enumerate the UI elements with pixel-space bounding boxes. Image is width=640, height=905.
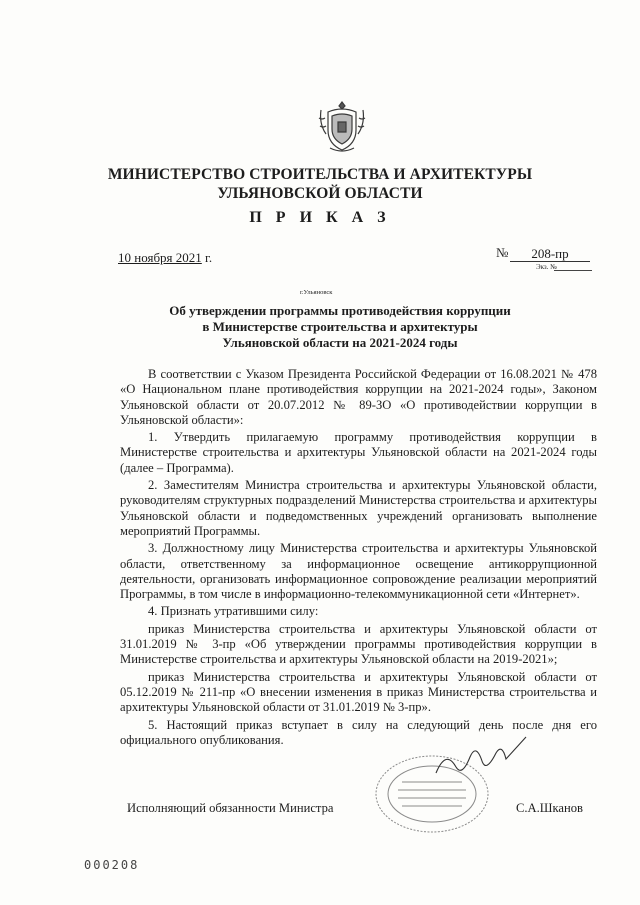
subject-line3: Ульяновской области на 2021-2024 годы <box>222 335 458 350</box>
order-date-suffix: г. <box>205 250 213 265</box>
handwritten-signature-icon <box>430 733 540 793</box>
signer-title: Исполняющий обязанности Министра <box>127 801 334 815</box>
order-body <box>120 367 597 750</box>
document-type-title: П Р И К А З <box>249 209 391 226</box>
order-date-value: 10 ноября 2021 <box>118 250 202 265</box>
preamble-paragraph: В соответствии с Указом Президента Российской Федерации от 16.08.2021 № 478 «О Национальном плане противодействия коррупции на 2021-2024 годы», Законом Ульяновской области от 20.07.2012 № 89-ЗО «О противодействии коррупции в Ульяновской области»: <box>120 367 597 427</box>
order-date <box>118 250 212 266</box>
signer-name: С.А.Шканов <box>516 801 583 815</box>
coat-of-arms-icon <box>318 98 366 156</box>
ministry-name-line1: МИНИСТЕРСТВО СТРОИТЕЛЬСТВА И АРХИТЕКТУРЫ <box>107 166 533 183</box>
ministry-name <box>100 165 540 203</box>
subject-line2: в Министерстве строительства и архитектуры <box>202 319 478 334</box>
item-5-paragraph: 5. Настоящий приказ вступает в силу на следующий день после дня его официального опубликования. <box>120 717 597 747</box>
number-sign: № <box>496 245 509 260</box>
item-3-paragraph: 3. Должностному лицу Министерства строительства и архитектуры Ульяновской области, ответственному за информационное освещение антикоррупционной деятельности, организовать информационное сопровождение реализации мероприятий Программы, в том числе в информационно-телекоммуникационной сети «Интернет». <box>120 541 597 602</box>
item-4-paragraph: 4. Признать утратившими силу: <box>148 604 319 619</box>
subject-line1: Об утверждении программы противодействия коррупции <box>169 303 511 318</box>
item-4b-paragraph: приказ Министерства строительства и архитектуры Ульяновской области от 05.12.2019 № 211-пр «О внесении изменения в приказ Министерства строительства и архитектуры Ульяновской области от 31.01.2019 № 3-пр». <box>120 669 597 715</box>
ministry-name-line2: УЛЬЯНОВСКОЙ ОБЛАСТИ <box>217 185 423 202</box>
document-serial-number: 000208 <box>84 858 140 872</box>
copy-number-line <box>554 270 592 271</box>
item-2-paragraph: 2. Заместителям Министра строительства и архитектуры Ульяновской области, руководителям структурных подразделений Министерства строительства и архитектуры Ульяновской области и подведомственных учреждений организовать выполнение мероприятий Программы. <box>120 478 597 538</box>
order-subject <box>140 303 540 351</box>
item-1-paragraph: 1. Утвердить прилагаемую программу противодействия коррупции в Министерстве строительства и архитектуры Ульяновской области на 2021-2024 годы (далее – Программа). <box>120 430 597 475</box>
city-label: г.Ульяновск <box>300 289 333 296</box>
order-number-value: 208-пр <box>510 246 590 262</box>
item-4a-paragraph: приказ Министерства строительства и архитектуры Ульяновской области от 31.01.2019 № 3-пр «Об утверждении программы противодействия коррупции в Министерстве строительства и архитектуры Ульяновской области на 2019-2021»; <box>120 621 597 667</box>
copy-number-label: Экз. № <box>536 263 557 271</box>
